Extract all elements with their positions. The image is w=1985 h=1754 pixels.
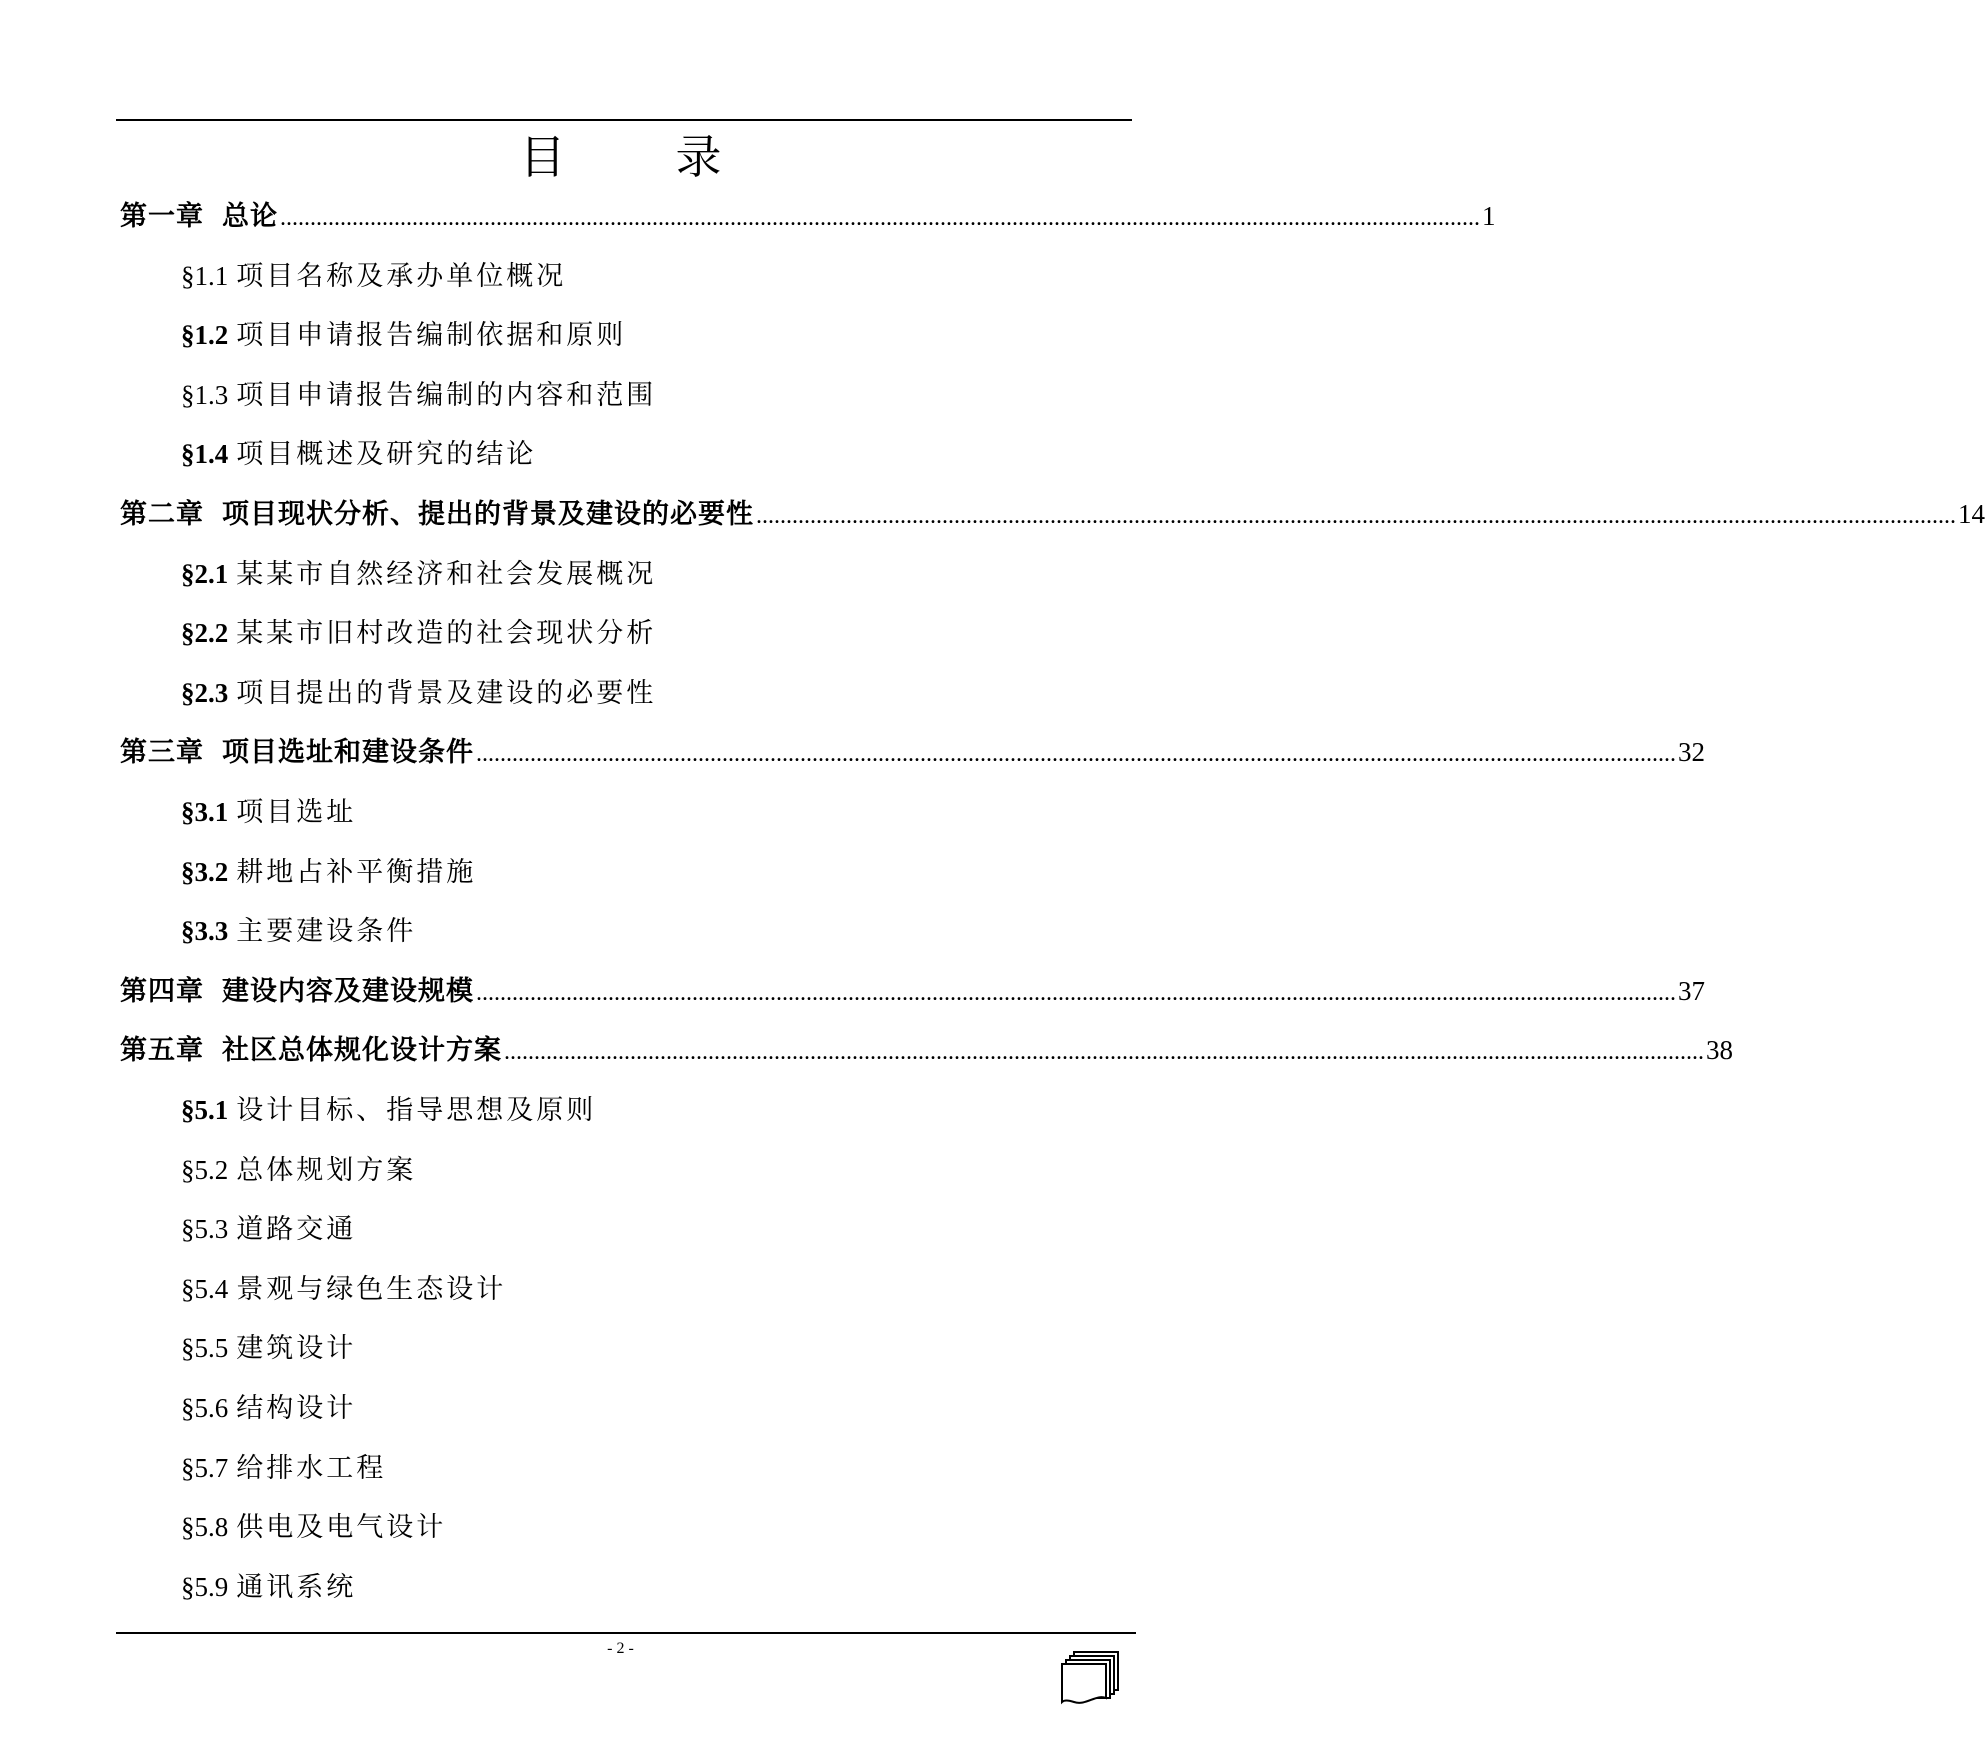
section-title: 景观与绿色生态设计 (236, 1274, 507, 1305)
toc-section-entry (181, 256, 566, 296)
chapter-label (120, 1031, 502, 1071)
section-number: §2.3 (181, 678, 229, 708)
chapter-page-number: 37 (1678, 976, 1705, 1006)
chapter-number: 第五章 (120, 1035, 204, 1066)
chapter-label (120, 197, 278, 237)
toc-section-entry (181, 1090, 596, 1130)
section-title: 某某市自然经济和社会发展概况 (236, 559, 657, 590)
toc-section-entry (181, 1388, 356, 1428)
chapter-page-number: 1 (1482, 201, 1496, 231)
toc-chapter-entry (120, 732, 1705, 772)
section-number: §5.5 (181, 1333, 229, 1363)
section-title: 建筑设计 (236, 1333, 357, 1364)
toc-section-entry (181, 673, 656, 713)
dot-leader: ........................................................................................................................................................................................................ (476, 980, 1676, 1006)
section-title: 耕地占补平衡措施 (236, 857, 477, 888)
section-number: §5.3 (181, 1214, 229, 1244)
section-number: §5.8 (181, 1512, 229, 1542)
toc-section-entry (181, 1269, 506, 1309)
toc-section-entry (181, 1150, 416, 1190)
section-title: 项目选址 (236, 797, 357, 828)
section-title: 设计目标、指导思想及原则 (236, 1095, 597, 1126)
toc-section-entry (181, 434, 536, 474)
section-title: 项目提出的背景及建设的必要性 (236, 678, 657, 709)
section-number: §2.1 (181, 559, 229, 589)
section-number: §1.2 (181, 320, 229, 350)
toc-chapter-entry (120, 971, 1705, 1011)
dot-leader: ........................................................................................................................................................................................................ (504, 1039, 1704, 1065)
toc-section-entry (181, 1448, 386, 1488)
section-title: 道路交通 (236, 1214, 357, 1245)
toc-section-entry (181, 1328, 356, 1368)
chapter-title: 社区总体规化设计方案 (222, 1035, 502, 1066)
chapter-title: 项目现状分析、提出的背景及建设的必要性 (222, 499, 754, 530)
section-number: §1.4 (181, 439, 229, 469)
section-title: 结构设计 (236, 1393, 357, 1424)
section-number: §3.1 (181, 797, 229, 827)
section-number: §5.7 (181, 1453, 229, 1483)
toc-section-entry (181, 1209, 356, 1249)
toc-chapter-entry (120, 196, 1496, 236)
section-title: 给排水工程 (236, 1453, 387, 1484)
chapter-label (120, 733, 474, 773)
section-title: 项目申请报告编制依据和原则 (236, 320, 627, 351)
chapter-number: 第一章 (120, 201, 204, 232)
section-title: 主要建设条件 (236, 916, 417, 947)
section-number: §5.1 (181, 1095, 229, 1125)
section-number: §2.2 (181, 618, 229, 648)
section-title: 总体规划方案 (236, 1155, 417, 1186)
section-title: 供电及电气设计 (236, 1512, 447, 1543)
section-number: §5.4 (181, 1274, 229, 1304)
header-rule (116, 119, 1132, 121)
chapter-page-number: 14 (1958, 499, 1985, 529)
chapter-label (120, 972, 474, 1012)
document-stack-icon (1060, 1650, 1120, 1706)
chapter-label (120, 495, 754, 535)
chapter-number: 第四章 (120, 976, 204, 1007)
chapter-title: 项目选址和建设条件 (222, 737, 474, 768)
section-number: §3.3 (181, 916, 229, 946)
section-title: 某某市旧村改造的社会现状分析 (236, 618, 657, 649)
dot-leader: ........................................................................................................................................................................................................ (280, 205, 1480, 231)
section-title: 通讯系统 (236, 1572, 357, 1603)
toc-section-entry (181, 613, 656, 653)
section-title: 项目名称及承办单位概况 (236, 261, 567, 292)
title-char-1: 目 (519, 130, 566, 184)
section-title: 项目申请报告编制的内容和范围 (236, 380, 657, 411)
page-number: - 2 - (607, 1640, 634, 1657)
chapter-page-number: 32 (1678, 737, 1705, 767)
toc-section-entry (181, 911, 416, 951)
toc-chapter-entry (120, 494, 1985, 534)
section-title: 项目概述及研究的结论 (236, 439, 537, 470)
chapter-number: 第二章 (120, 499, 204, 530)
section-number: §5.6 (181, 1393, 229, 1423)
section-number: §1.1 (181, 261, 229, 291)
toc-section-entry (181, 792, 356, 832)
chapter-number: 第三章 (120, 737, 204, 768)
toc-section-entry (181, 852, 476, 892)
chapter-title: 建设内容及建设规模 (222, 976, 474, 1007)
toc-section-entry (181, 1507, 446, 1547)
dot-leader: ........................................................................................................................................................................................................ (476, 741, 1676, 767)
chapter-title: 总论 (222, 201, 278, 232)
section-number: §5.2 (181, 1155, 229, 1185)
toc-section-entry (181, 554, 656, 594)
section-number: §3.2 (181, 857, 229, 887)
toc-chapter-entry (120, 1030, 1733, 1070)
toc-section-entry (181, 1567, 356, 1607)
section-number: §5.9 (181, 1572, 229, 1602)
section-number: §1.3 (181, 380, 229, 410)
title-char-2: 录 (675, 130, 722, 184)
toc-section-entry (181, 375, 656, 415)
page-title (0, 122, 1241, 192)
chapter-page-number: 38 (1706, 1035, 1733, 1065)
footer-rule (116, 1632, 1136, 1634)
dot-leader: ........................................................................................................................................................................................................ (756, 503, 1956, 529)
toc-section-entry (181, 315, 626, 355)
